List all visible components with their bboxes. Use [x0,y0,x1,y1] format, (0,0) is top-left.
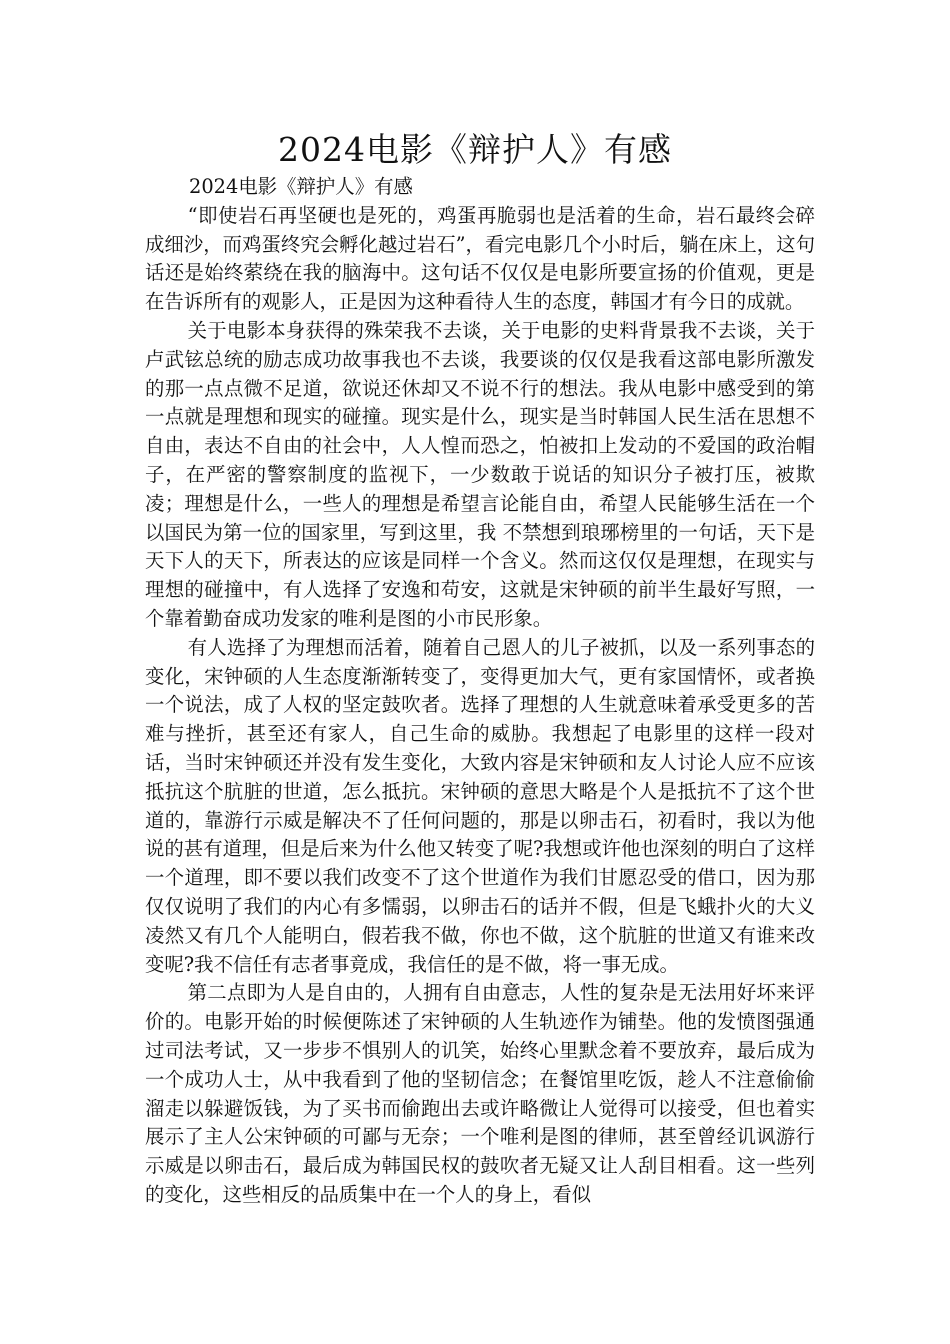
document-title: 2024电影《辩护人》有感 [278,130,672,169]
paragraph-4: 第二点即为人是自由的，人拥有自由意志，人性的复杂是无法用好坏来评价的。电影开始的时候便陈述了宋钟硕的人生轨迹作为铺垫。他的发愤图强通过司法考试，又一步步不惧别人的讥笑，始终心里默念着不要放弃，最后成为一个成功人士，从中我看到了他的坚韧信念；在餐馆里吃饭，趁人不注意偷偷溜走以躲避饭钱，为了买书而偷跑出去或许略微让人觉得可以接受，但也着实展示了主人公宋钟硕的可鄙与无奈；一个唯利是图的律师，甚至曾经讥讽游行示威是以卵击石，最后成为韩国民权的鼓吹者无疑又让人刮目相看。这一些列的变化，这些相反的品质集中在一个人的身上，看似 [145,981,815,1206]
document-body [145,173,815,1210]
paragraph-2: 关于电影本身获得的殊荣我不去谈，关于电影的史料背景我不去谈，关于卢武铉总统的励志成功故事我也不去谈，我要谈的仅仅是我看这部电影所激发的那一点点微不足道，欲说还休却又不说不行的想法。我从电影中感受到的第一点就是理想和现实的碰撞。现实是什么，现实是当时韩国人民生活在思想不自由，表达不自由的社会中，人人惶而恐之，怕被扣上发动的不爱国的政治帽子，在严密的警察制度的监视下，一少数敢于说话的知识分子被打压，被欺凌；理想是什么，一些人的理想是希望言论能自由，希望人民能够生活在一个以国民为第一位的国家里，写到这里，我 不禁想到琅琊榜里的一句话，天下是天下人的天下，所表达的应该是同样一个含义。然而这仅仅是理想，在现实与理想的碰撞中，有人选择了安逸和苟安，这就是宋钟硕的前半生最好写照，一个靠着勤奋成功发家的唯利是图的小市民形象。 [145,318,815,630]
paragraph-3: 有人选择了为理想而活着，随着自己恩人的儿子被抓，以及一系列事态的变化，宋钟硕的人生态度渐渐转变了，变得更加大气，更有家国情怀，或者换一个说法，成了人权的坚定鼓吹者。选择了理想的人生就意味着承受更多的苦难与挫折，甚至还有家人，自己生命的威胁。我想起了电影里的这样一段对话，当时宋钟硕还并没有发生变化，大致内容是宋钟硕和友人讨论人应不应该抵抗这个肮脏的世道，怎么抵抗。宋钟硕的意思大略是个人是抵抗不了这个世道的，靠游行示威是解决不了任何问题的，那是以卵击石，初看时，我以为他说的甚有道理，但是后来为什么他又转变了呢?我想或许他也深刻的明白了这样一个道理，即不要以我们改变不了这个世道作为我们甘愿忍受的借口，因为那仅仅说明了我们的内心有多懦弱，以卵击石的话并不假，但是飞蛾扑火的大义凌然又有几个人能明白，假若我不做，你也不做，这个肮脏的世道又有谁来改变呢?我不信任有志者事竟成，我信任的是不做，将一事无成。 [145,635,815,976]
paragraph-1: “即使岩石再坚硬也是死的，鸡蛋再脆弱也是活着的生命，岩石最终会碎成细沙，而鸡蛋终究会孵化越过岩石”，看完电影几个小时后，躺在床上，这句话还是始终萦绕在我的脑海中。这句话不仅仅是电影所要宣扬的价值观，更是在告诉所有的观影人，正是因为这种看待人生的态度，韩国才有今日的成就。 [145,203,815,314]
document-subtitle: 2024电影《辩护人》有感 [189,175,413,198]
